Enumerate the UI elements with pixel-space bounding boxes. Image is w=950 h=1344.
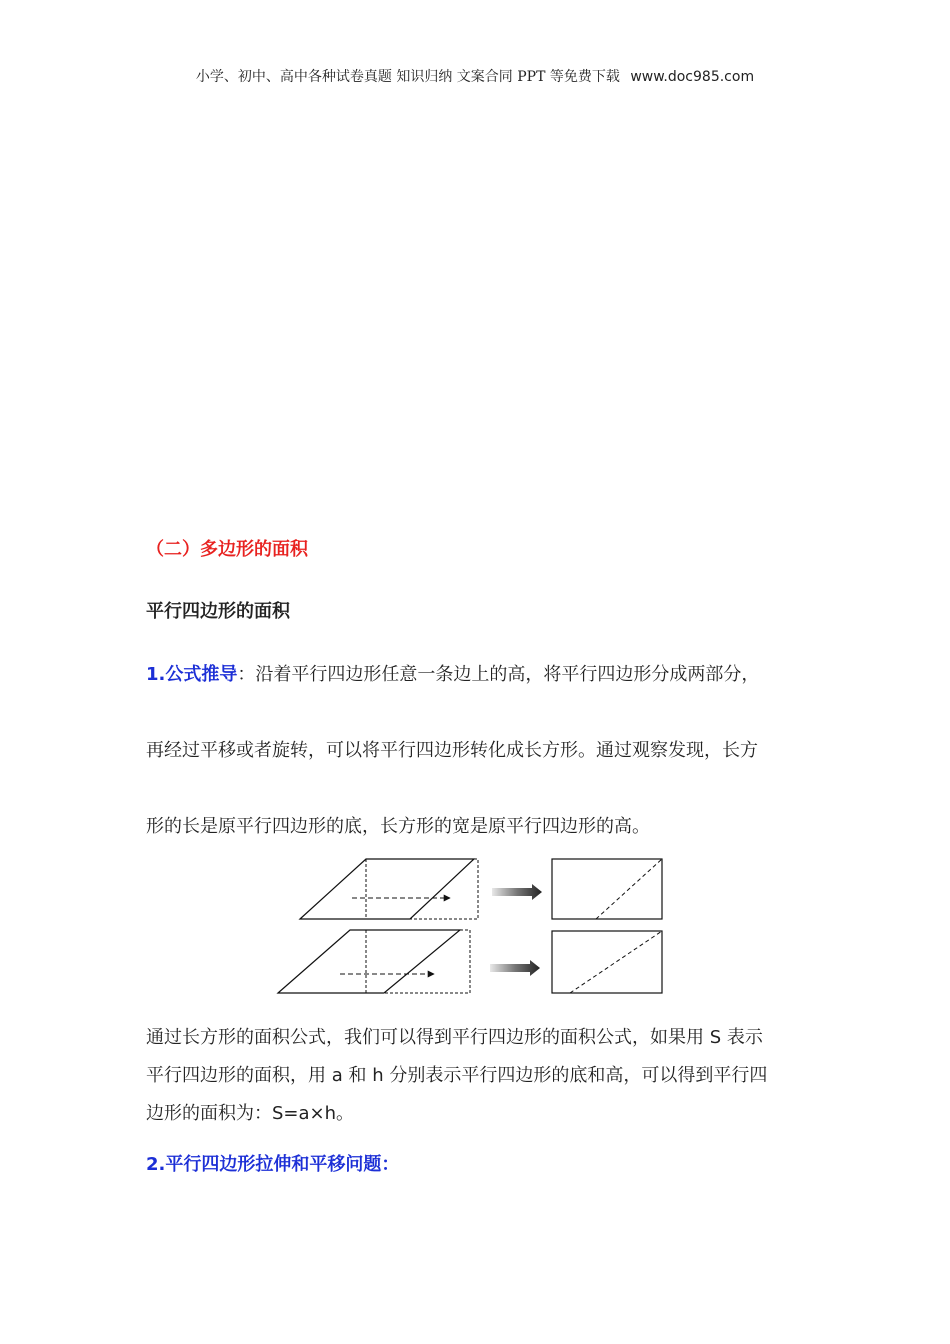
page-header — [0, 66, 950, 86]
bottom-parallelogram — [278, 930, 470, 993]
paragraph-line3: 边形的面积为：S=a×h。 — [146, 1103, 355, 1124]
point1-line2: 再经过平移或者旋转，可以将平行四边形转化成长方形。通过观察发现，长方 — [146, 740, 758, 761]
bottom-transform-arrow — [490, 960, 540, 976]
bottom-rectangle — [552, 931, 662, 993]
paragraph-line2: 平行四边形的面积，用 a 和 h 分别表示平行四边形的底和高，可以得到平行四 — [146, 1065, 768, 1086]
point1-line3: 形的长是原平行四边形的底，长方形的宽是原平行四边形的高。 — [146, 816, 650, 837]
parallelogram-transform-diagram — [270, 850, 670, 1000]
section-title: （二）多边形的面积 — [146, 539, 308, 560]
top-rectangle — [552, 859, 662, 919]
top-transform-arrow — [492, 884, 542, 900]
subsection-title: 平行四边形的面积 — [146, 601, 290, 622]
top-parallelogram — [300, 859, 478, 919]
paragraph-line1: 通过长方形的面积公式，我们可以得到平行四边形的面积公式，如果用 S 表示 — [146, 1027, 763, 1048]
header-text: 小学、初中、高中各种试卷真题 知识归纳 文案合同 PPT 等免费下载 — [195, 69, 620, 85]
point2-label: 2.平行四边形拉伸和平移问题： — [146, 1154, 400, 1175]
header-site: www.doc985.com — [630, 69, 755, 85]
point1-text1: 沿着平行四边形任意一条边上的高，将平行四边形分成两部分， — [255, 664, 760, 685]
point1-label: 1.公式推导 — [146, 664, 238, 685]
point1-line1 — [146, 660, 759, 686]
point1-colon: ： — [237, 664, 256, 685]
